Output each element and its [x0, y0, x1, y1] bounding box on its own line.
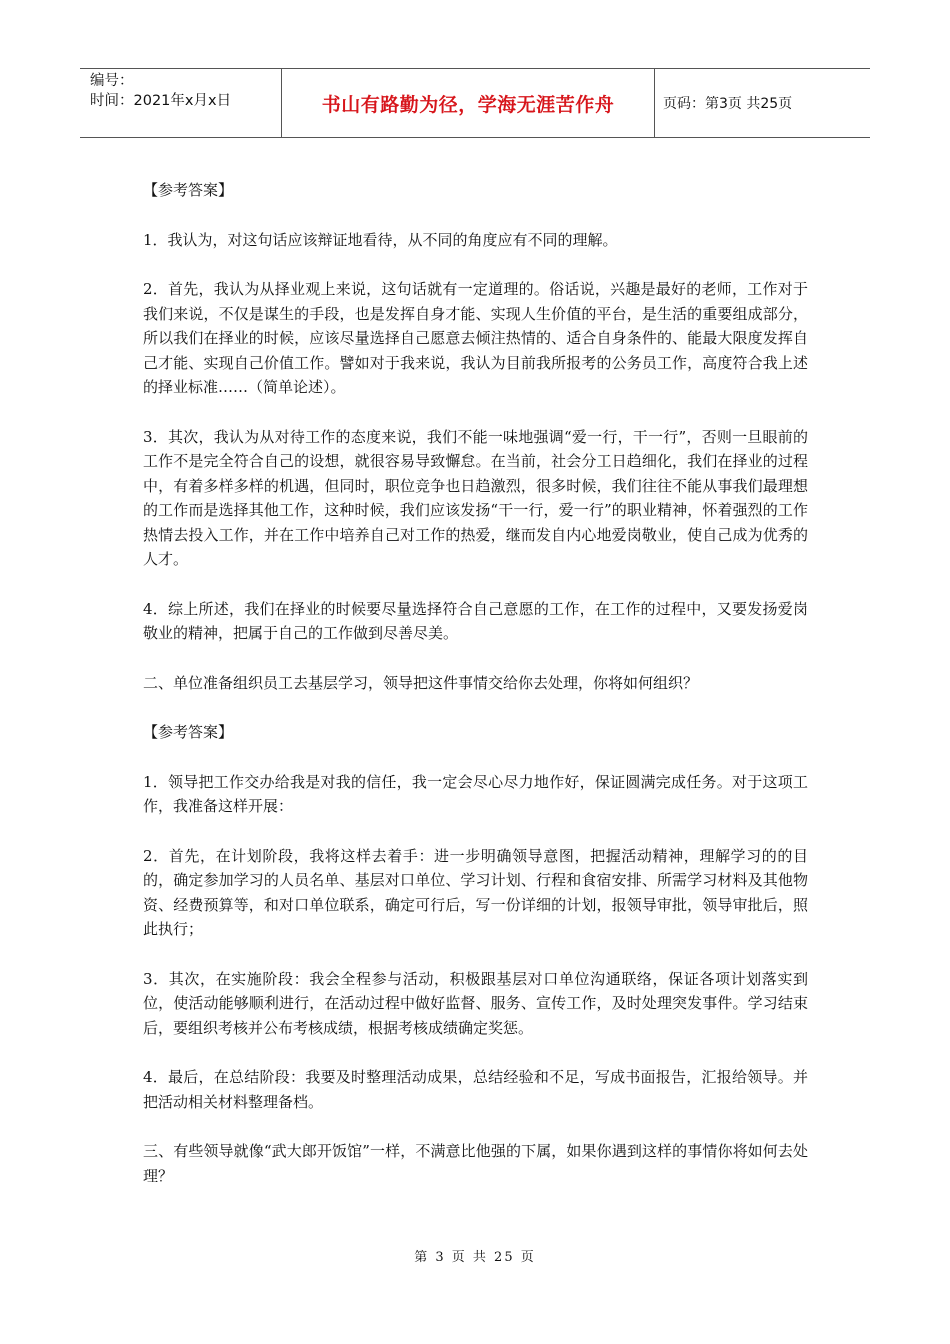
body-paragraph: 2．首先，在计划阶段，我将这样去着手：进一步明确领导意图，把握活动精神，理解学习的的目的，确定参加学习的人员名单、基层对口单位、学习计划、行程和食宿安排、所需学习材料及其他物资、经费预算等，和对口单位联系，确定可行后，写一份详细的计划，报领导审批，领导审批后，照此执行； [143, 846, 808, 938]
body-paragraph: 3．其次，在实施阶段：我会全程参与活动，积极跟基层对口单位沟通联络，保证各项计划落实到位，使活动能够顺利进行，在活动过程中做好监督、服务、宣传工作，及时处理突发事件。学习结束后，要组织考核并公布考核成绩，根据考核成绩确定奖惩。 [143, 969, 808, 1037]
header-motto: 书山有路勤为径，学海无涯苦作舟 [282, 69, 655, 137]
answer-heading: 【参考答案】 [143, 181, 234, 199]
page-footer: 第 3 页 共 25 页 [414, 1250, 536, 1265]
question-heading: 三、有些领导就像“武大郎开饭馆”一样，不满意比他强的下属，如果你遇到这样的事情你将如何去处理？ [143, 1142, 808, 1185]
body-paragraph: 4．综上所述，我们在择业的时候要尽量选择符合自己意愿的工作，在工作的过程中，又要发扬爱岗敬业的精神，把属于自己的工作做到尽善尽美。 [143, 599, 808, 642]
body-paragraph: 4．最后，在总结阶段：我要及时整理活动成果，总结经验和不足，写成书面报告，汇报给领导。并把活动相关材料整理备档。 [143, 1068, 808, 1111]
body-paragraph: 3．其次，我认为从对待工作的态度来说，我们不能一味地强调“爱一行，干一行”，否则一旦眼前的工作不是完全符合自己的设想，就很容易导致懈怠。在当前，社会分工日趋细化，我们在择业的过程中，有着多样多样的机遇，但同时，职位竞争也日趋激烈，很多时候，我们往往不能从事我们最理想的工作而是选择其他工作，这种时候，我们应该发扬“干一行，爱一行”的职业精神，怀着强烈的工作热情去投入工作，并在工作中培养自己对工作的热爱，继而发自内心地爱岗敬业，使自己成为优秀的人才。 [143, 427, 808, 568]
document-number-label: 编号： [90, 73, 134, 89]
header-meta [80, 69, 282, 137]
body-paragraph: 2．首先，我认为从择业观上来说，这句话就有一定道理的。俗话说，兴趣是最好的老师，工作对于我们来说，不仅是谋生的手段，也是发挥自身才能、实现人生价值的平台，是生活的重要组成部分，所以我们在择业的时候，应该尽量选择自己愿意去倾注热情的、适合自身条件的、能最大限度发挥自己才能、实现自己价值工作。譬如对于我来说，我认为目前我所报考的公务员工作，高度符合我上述的择业标准……（简单论述）。 [143, 280, 808, 396]
answer-heading: 【参考答案】 [143, 723, 234, 741]
page-header [80, 68, 870, 138]
question-heading: 二、单位准备组织员工去基层学习，领导把这件事情交给你去处理，你将如何组织？ [143, 673, 699, 692]
body-paragraph: 1．我认为，对这句话应该辩证地看待，从不同的角度应有不同的理解。 [143, 230, 618, 249]
document-date: 时间：2021年x月x日 [90, 93, 232, 109]
header-page-info: 页码：第3页 共25页 [663, 96, 793, 112]
body-paragraph: 1．领导把工作交办给我是对我的信任，我一定会尽心尽力地作好，保证圆满完成任务。对于这项工作，我准备这样开展： [143, 772, 808, 815]
document-body [143, 178, 808, 1213]
